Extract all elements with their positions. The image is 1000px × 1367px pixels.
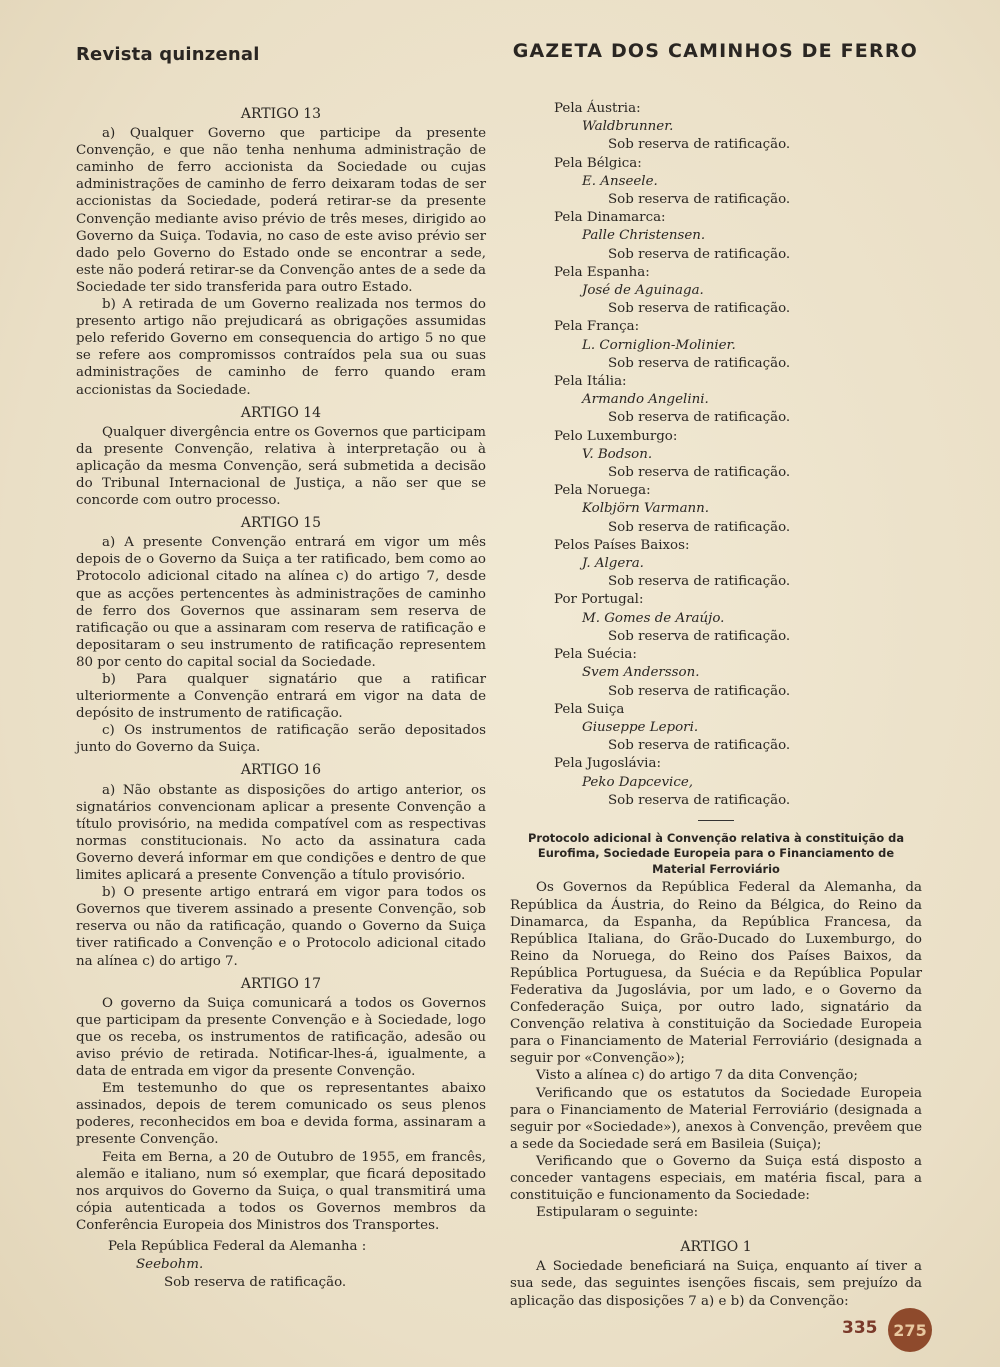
signatory-name: Seebohm.	[136, 1257, 204, 1273]
signatory-netherlands	[510, 537, 922, 592]
signatory-reserve: Sob reserva de ratificação.	[608, 137, 791, 153]
signatory-france	[510, 318, 922, 373]
signatory-luxembourg	[510, 428, 922, 483]
signatory-norway	[510, 482, 922, 537]
signatory-country: Pelos Países Baixos:	[554, 537, 690, 553]
article-14-para: Qualquer divergência entre os Governos que participam da presente Convenção, relativa à interpretação ou à aplicação da mesma Convenção, será submetida a decisão do Tribunal Internacional de Justiça, a não ser que se concorde com outro processo.	[76, 424, 486, 509]
signatory-austria	[510, 100, 922, 155]
signatory-switzerland	[510, 701, 922, 756]
signatory-country: Pela Jugoslávia:	[554, 756, 661, 772]
signatory-reserve: Sob reserva de ratificação.	[608, 465, 791, 481]
page-stamp: 275	[888, 1308, 932, 1352]
page-number: 335	[842, 1318, 878, 1338]
protocol-para-5: Estipularam o seguinte:	[536, 1205, 699, 1221]
signatory-italy	[510, 373, 922, 428]
article-15-para-c: c) Os instrumentos de ratificação serão depositados junto do Governo da Suiça.	[76, 723, 486, 756]
signatory-country: Pela França:	[554, 319, 640, 335]
signatory-country: Pela Espanha:	[554, 264, 650, 280]
right-column	[510, 100, 922, 1310]
signatory-reserve: Sob reserva de ratificação.	[608, 683, 791, 699]
article-16-para-b: b) O presente artigo entrará em vigor para todos os Governos que tiverem assinado a presente Convenção, sob reserva ou não da ratificação, quando o Governo da Suiça tiver ratificado a Convenção e o Protocolo adicional citado na alínea c) do artigo 7.	[76, 885, 486, 969]
signatory-country: Pela Suiça	[554, 701, 625, 717]
signatory-country: Pela Dinamarca:	[554, 210, 666, 226]
article-15-para-b: b) Para qualquer signatário que a ratificar ulteriormente a Convenção entrará em vigor na data de depósito de instrumento de ratificação.	[76, 672, 486, 722]
article-15-para-a: a) A presente Convenção entrará em vigor um mês depois de o Governo da Suiça a ter ratificado, bem como ao Protocolo adicional citado na alínea c) do artigo 7, desde que as acções pertencentes às administrações de caminho de ferro dos Governos que assinaram sem reserva de ratificação ou que a assinaram com reserva de ratificação e depositaram o seu instrumento de ratificação representem 80 por cento do capital social da Sociedade.	[76, 535, 486, 670]
signatory-reserve: Sob reserva de ratificação.	[608, 301, 791, 317]
signatory-country: Por Portugal:	[554, 592, 644, 608]
signatory-name: Peko Dapcevice,	[582, 774, 694, 790]
signatory-name: Waldbrunner.	[582, 119, 674, 135]
signatory-name: Palle Christensen.	[582, 228, 706, 244]
article-13-title: ARTIGO 13	[240, 106, 322, 122]
signatory-country: Pela Áustria:	[554, 101, 641, 116]
signatory-name: J. Algera.	[582, 556, 644, 572]
signatory-denmark	[510, 209, 922, 264]
article-17-para-3: Feita em Berna, a 20 de Outubro de 1955, em francês, alemão e italiano, num só exemplar, que ficará depositado nos arquivos do Governo da Suiça, o qual transmitirá uma cópia autenticada a todos os Governos membros da Conferência Europeia dos Ministros dos Transportes.	[76, 1149, 486, 1233]
left-column	[76, 100, 486, 1293]
protocol-article-1-title: ARTIGO 1	[680, 1239, 752, 1256]
signatory-reserve: Sob reserva de ratificação.	[608, 192, 791, 208]
signatory-country: Pelo Luxemburgo:	[554, 428, 678, 444]
signatory-reserve: Sob reserva de ratificação.	[608, 738, 791, 754]
signatory-reserve: Sob reserva de ratificação.	[608, 355, 791, 371]
article-15-title: ARTIGO 15	[240, 515, 322, 532]
signatories-list	[510, 100, 922, 810]
signatory-name: V. Bodson.	[582, 446, 653, 462]
section-divider	[698, 820, 734, 821]
article-17-para-2: Em testemunho do que os representantes abaixo assinados, depois de terem comunicado os seus plenos poderes, reconhecidos em boa e devida forma, assinaram a presente Convenção.	[76, 1081, 486, 1148]
signatory-name: E. Anseele.	[582, 173, 658, 189]
signatory-name: L. Corniglion-Molinier.	[582, 337, 736, 353]
signatory-reserve: Sob reserva de ratificação.	[608, 792, 791, 808]
signatory-name: Kolbjörn Varmann.	[582, 501, 710, 517]
signatory-name: José de Aguinaga.	[582, 283, 704, 299]
protocol-para-1: Os Governos da República Federal da Alemanha, da República da Áustria, do Reino da Bélgica, do Reino da Dinamarca, da Espanha, da República Francesa, da República Italiana, do Grão-Ducado do Luxemburgo, do Reino da Noruega, do Reino dos Países Baixos, da República Portuguesa, da Suécia e da República Popular Federativa da Jugoslávia, por um lado, e o Governo da Confederação Suiça, por outro lado, signatário da Convenção relativa à constituição da Sociedade Europeia para o Financiamento de Material Ferroviário (designada a seguir por «Convenção»);	[510, 880, 922, 1067]
publication-title: GAZETA DOS CAMINHOS DE FERRO	[512, 40, 918, 62]
article-16-para-a: a) Não obstante as disposições do artigo anterior, os signatários convencionam aplicar a presente Convenção a título provisório, na medida compatível com as respectivas normas constitucionais. No acto da assinatura cada Governo deverá informar em que condições e dentro de que limites aplicará a presente Convenção a título provisório.	[76, 782, 486, 884]
signatory-name: M. Gomes de Araújo.	[582, 610, 725, 626]
protocol-para-3: Verificando que os estatutos da Sociedade Europeia para o Financiamento de Material Ferroviário (designada a seguir por «Sociedade»), anexos à Convenção, prevêem que a sede da Sociedade será em Basileia (Suiça);	[510, 1085, 922, 1152]
signatory-reserve: Sob reserva de ratificação.	[608, 410, 791, 426]
protocol-para-4: Verificando que o Governo da Suiça está disposto a conceder vantagens especiais, em matéria fiscal, para a constituição e funcionamento da Sociedade:	[510, 1153, 922, 1204]
signatory-country: Pela Bélgica:	[554, 155, 642, 171]
article-16-title: ARTIGO 16	[240, 762, 322, 779]
signatory-country: Pela Noruega:	[554, 483, 651, 499]
signatory-country: Pela República Federal da Alemanha :	[108, 1239, 367, 1254]
signatory-sweden	[510, 646, 922, 701]
article-13-para-a: a) Qualquer Governo que participe da presente Convenção, e que não tenha nenhuma administração de caminho de ferro accionista da Sociedade ou cujas administrações de caminho de ferro deixaram todas de ser accionistas da Sociedade, poderá retirar-se da presente Convenção mediante aviso prévio de três meses, dirigido ao Governo da Suiça. Todavia, no caso de este aviso prévio ser dado pelo Governo do Estado onde se encontrar a sede, este não poderá retirar-se da Convenção antes de a sede da Sociedade ter sido transferida para outro Estado.	[76, 126, 486, 295]
signatory-reserve: Sob reserva de ratificação.	[608, 519, 791, 535]
signatory-belgium	[510, 155, 922, 210]
signatory-name: Svem Andersson.	[582, 665, 700, 681]
signatory-name: Armando Angelini.	[582, 392, 709, 408]
protocol-title: Protocolo adicional à Convenção relativa à constituição da Eurofima, Sociedade Europeia para o Financiamento de Material Ferroviário	[527, 830, 905, 876]
protocol-article-1-para: A Sociedade beneficiará na Suiça, enquanto aí tiver a sua sede, das seguintes isenções fiscais, sem prejuízo da aplicação das disposições 7 a) e b) da Convenção:	[510, 1259, 922, 1309]
signatory-country: Pela Itália:	[554, 374, 627, 390]
article-17-title: ARTIGO 17	[240, 975, 322, 992]
signatory-reserve: Sob reserva de ratificação.	[608, 574, 791, 590]
signatory-name: Giuseppe Lepori.	[582, 719, 699, 735]
article-13-para-b: b) A retirada de um Governo realizada nos termos do presento artigo não prejudicará as obrigações assumidas pelo referido Governo em consequencia do artigo 5 no que se refere aos compromissos contraídos pela sua ou suas administrações de caminho de ferro quando eram accionistas da Sociedade.	[76, 297, 486, 398]
signatory-country: Pela Suécia:	[554, 647, 637, 663]
article-14-title: ARTIGO 14	[240, 404, 322, 421]
signatory-yugoslavia	[510, 755, 922, 810]
publication-frequency: Revista quinzenal	[76, 44, 260, 65]
article-17-para-1: O governo da Suiça comunicará a todos os Governos que participam da presente Convenção e à Sociedade, logo que os receba, os instrumentos de ratificação, adesão ou aviso prévio de retirada. Notificar-lhes-á, igualmente, a data de entrada em vigor da presente Convenção.	[76, 995, 486, 1080]
protocol-para-2: Visto a alínea c) do artigo 7 da dita Convenção;	[536, 1068, 858, 1084]
signatory-reserve: Sob reserva de ratificação.	[164, 1275, 347, 1291]
signatory-germany	[76, 1238, 486, 1293]
signatory-reserve: Sob reserva de ratificação.	[608, 246, 791, 262]
signatory-portugal	[510, 591, 922, 646]
signatory-reserve: Sob reserva de ratificação.	[608, 628, 791, 644]
signatory-spain	[510, 264, 922, 319]
